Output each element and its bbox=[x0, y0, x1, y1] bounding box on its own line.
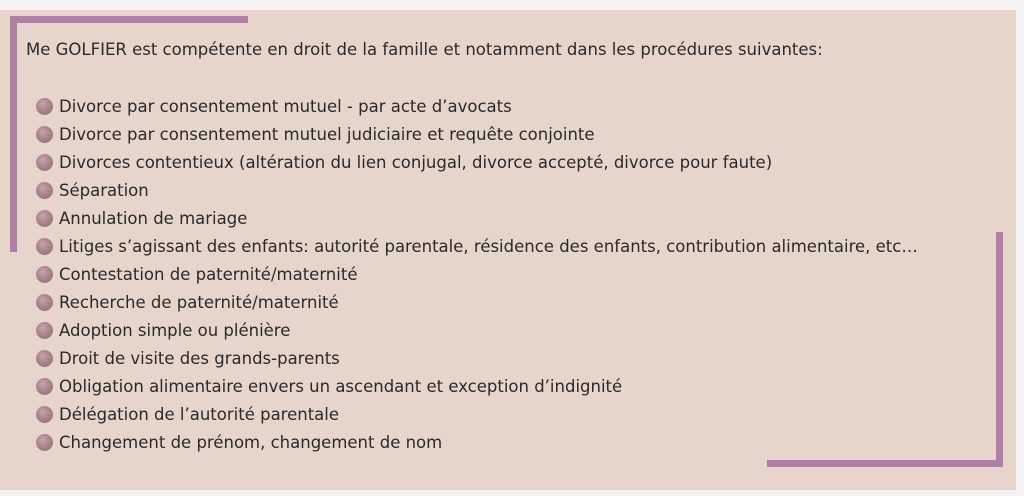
list-item bbox=[36, 344, 918, 372]
bracket-bottom-right-vertical bbox=[996, 232, 1003, 467]
circle-bullet-icon bbox=[36, 126, 53, 143]
list-item bbox=[36, 120, 918, 148]
list-item bbox=[36, 232, 918, 260]
list-item-label: Droit de visite des grands-parents bbox=[59, 348, 340, 368]
list-item bbox=[36, 428, 918, 456]
list-item-label: Divorce par consentement mutuel - par acte d’avocats bbox=[59, 96, 512, 116]
circle-bullet-icon bbox=[36, 182, 53, 199]
circle-bullet-icon bbox=[36, 266, 53, 283]
list-item-label: Délégation de l’autorité parentale bbox=[59, 404, 340, 424]
list-item-label: Obligation alimentaire envers un ascendant et exception d’indignité bbox=[59, 376, 623, 396]
circle-bullet-icon bbox=[36, 210, 53, 227]
bracket-bottom-right-horizontal bbox=[767, 460, 1003, 467]
list-item-label: Litiges s’agissant des enfants: autorité parentale, résidence des enfants, contribution alimentaire, etc… bbox=[59, 236, 918, 256]
bracket-top-left-horizontal bbox=[10, 16, 248, 23]
list-item-label: Contestation de paternité/maternité bbox=[59, 264, 358, 284]
intro-text: Me GOLFIER est compétente en droit de la famille et notamment dans les procédures suivantes: bbox=[26, 40, 823, 59]
list-item-label: Adoption simple ou plénière bbox=[59, 320, 291, 340]
list-item-label: Recherche de paternité/maternité bbox=[59, 292, 339, 312]
circle-bullet-icon bbox=[36, 350, 53, 367]
list-item bbox=[36, 400, 918, 428]
circle-bullet-icon bbox=[36, 238, 53, 255]
list-item bbox=[36, 176, 918, 204]
list-item bbox=[36, 92, 918, 120]
circle-bullet-icon bbox=[36, 406, 53, 423]
circle-bullet-icon bbox=[36, 434, 53, 451]
list-item-label: Séparation bbox=[59, 180, 149, 200]
circle-bullet-icon bbox=[36, 322, 53, 339]
list-item-label: Annulation de mariage bbox=[59, 208, 248, 228]
list-item-label: Divorces contentieux (altération du lien conjugal, divorce accepté, divorce pour faute) bbox=[59, 152, 773, 172]
bracket-top-left-vertical bbox=[10, 16, 17, 252]
list-item bbox=[36, 288, 918, 316]
list-item-label: Changement de prénom, changement de nom bbox=[59, 432, 443, 452]
list-item bbox=[36, 372, 918, 400]
procedures-list bbox=[36, 92, 918, 456]
list-item-label: Divorce par consentement mutuel judiciaire et requête conjointe bbox=[59, 124, 595, 144]
list-item bbox=[36, 148, 918, 176]
circle-bullet-icon bbox=[36, 294, 53, 311]
list-item bbox=[36, 204, 918, 232]
circle-bullet-icon bbox=[36, 154, 53, 171]
list-item bbox=[36, 316, 918, 344]
circle-bullet-icon bbox=[36, 98, 53, 115]
list-item bbox=[36, 260, 918, 288]
circle-bullet-icon bbox=[36, 378, 53, 395]
